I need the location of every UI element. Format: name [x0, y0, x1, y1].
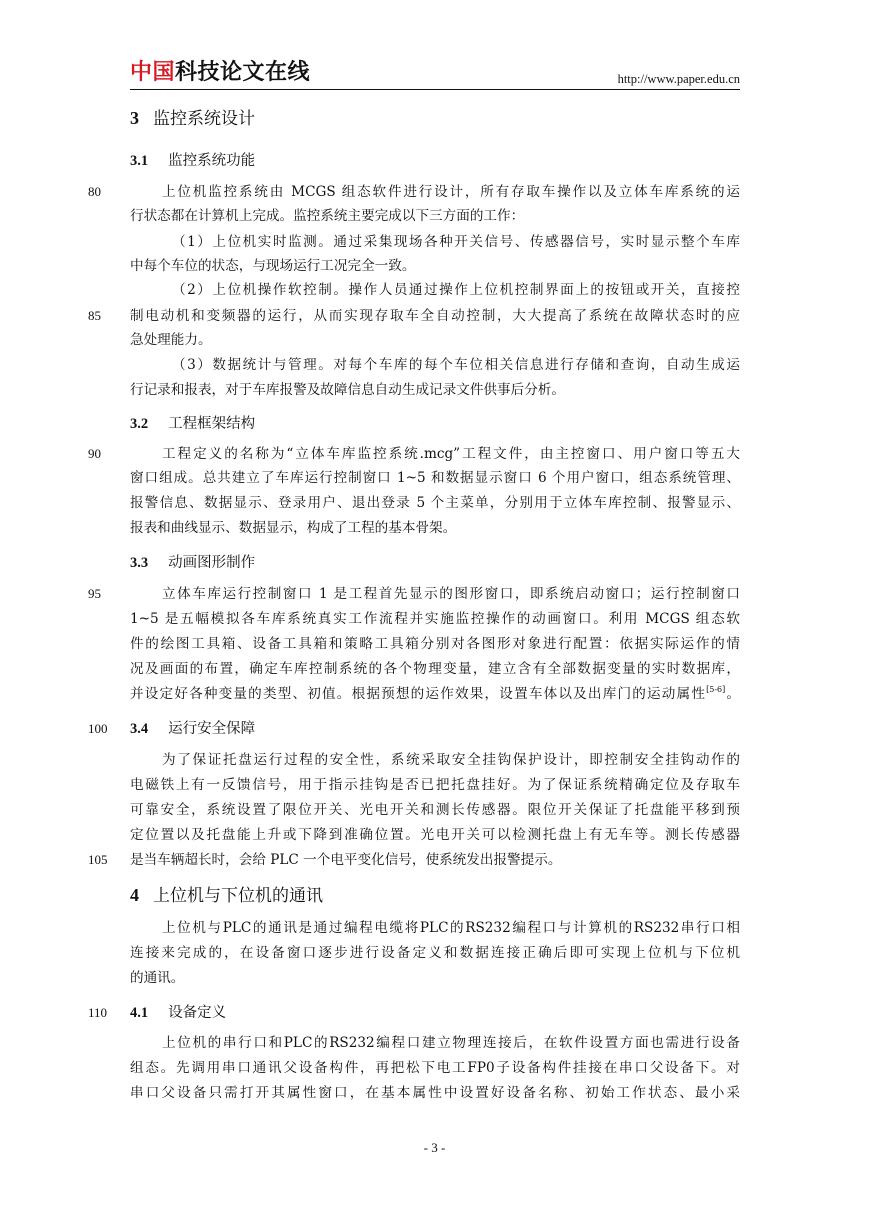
line-number: 100	[88, 721, 108, 736]
paragraph-line: 报警信息、数据显示、登录用户、退出登录 5 个主菜单，分别用于立体车库控制、报警显示、	[130, 495, 740, 511]
section-title: 上位机与下位机的通讯	[153, 886, 323, 906]
line-number: 90	[88, 446, 101, 461]
subsection-number: 3.3	[130, 555, 149, 571]
line-number: 85	[88, 308, 101, 323]
section-number: 4	[130, 885, 139, 905]
subsection-number: 3.2	[130, 416, 149, 432]
paragraph-line: 的通讯。	[130, 970, 185, 986]
paragraph-line: 工程定义的名称为“立体车库监控系统.mcg”工程文件，由主控窗口、用户窗口等五大	[162, 446, 740, 462]
logo-black-text: 科技论文在线	[175, 60, 311, 85]
paragraph-line: 件的绘图工具箱、设备工具箱和策略工具箱分别对各图形对象进行配置：依据实际运作的情	[130, 636, 740, 652]
citation: [5-6]	[706, 685, 726, 694]
line-number: 105	[88, 852, 108, 867]
section-title: 监控系统设计	[153, 109, 255, 129]
paragraph-line: 上位机监控系统由 MCGS 组态软件进行设计，所有存取车操作以及立体车库系统的运	[162, 184, 740, 200]
page-number: - 3 -	[423, 1140, 446, 1155]
subsection-number: 4.1	[130, 1005, 149, 1021]
journal-logo	[130, 58, 310, 88]
section-4-heading	[130, 883, 323, 908]
paragraph-line: 制电动机和变频器的运行，从而实现存取车全自动控制，大大提高了系统在故障状态时的应	[130, 308, 740, 324]
subsection-3-4-heading	[130, 718, 255, 740]
paragraph-line: 电磁铁上有一反馈信号，用于指示挂钩是否已把托盘挂好。为了保证系统精确定位及存取车	[130, 777, 740, 793]
paragraph-line: 串口父设备只需打开其属性窗口，在基本属性中设置好设备名称、初始工作状态、最小采	[130, 1085, 740, 1101]
line-number: 110	[88, 1005, 108, 1020]
paragraph-line: 立体车库运行控制窗口 1 是工程首先显示的图形窗口，即系统启动窗口；运行控制窗口	[162, 586, 740, 602]
paragraph-line: 定位置以及托盘能上升或下降到准确位置。光电开关可以检测托盘上有无车等。测长传感器	[130, 827, 740, 843]
paragraph-line: 报表和曲线显示、数据显示，构成了工程的基本骨架。	[130, 520, 457, 536]
subsection-title: 监控系统功能	[168, 153, 256, 169]
subsection-4-1-heading	[130, 1002, 226, 1024]
header-rule	[130, 89, 740, 90]
subsection-title: 运行安全保障	[168, 721, 256, 737]
paragraph-line: 况及画面的布置，确定车库控制系统的各个物理变量，建立含有全部数据变量的实时数据库，	[130, 661, 740, 677]
subsection-title: 动画图形制作	[168, 555, 256, 571]
paragraph-line: （1）上位机实时监测。通过采集现场各种开关信号、传感器信号，实时显示整个车库	[172, 234, 740, 250]
paragraph-line: 窗口组成。总共建立了车库运行控制窗口 1~5 和数据显示窗口 6 个用户窗口，组态系统管理、	[130, 470, 740, 486]
subsection-number: 3.1	[130, 153, 149, 169]
subsection-3-1-heading	[130, 150, 255, 172]
paragraph-line: （3）数据统计与管理。对每个车库的每个车位相关信息进行存储和查询，自动生成运	[172, 357, 740, 373]
section-number: 3	[130, 108, 139, 128]
line-number: 80	[88, 184, 101, 199]
subsection-number: 3.4	[130, 721, 149, 737]
paragraph-line: 行记录和报表，对于车库报警及故障信息自动生成记录文件供事后分析。	[130, 382, 565, 398]
paragraph-line: 可靠安全，系统设置了限位开关、光电开关和测长传感器。限位开关保证了托盘能平移到预	[130, 802, 740, 818]
paragraph-line: 行状态都在计算机上完成。监控系统主要完成以下三方面的工作：	[130, 208, 525, 224]
paragraph-line: 1~5 是五幅模拟各车库系统真实工作流程并实施监控操作的动画窗口。利用 MCGS 组态软	[130, 611, 740, 627]
page-header	[130, 58, 740, 90]
paragraph-line: 中每个车位的状态，与现场运行工况完全一致。	[130, 258, 416, 274]
paragraph-line: 连接来完成的，在设备窗口逐步进行设备定义和数据连接正确后即可实现上位机与下位机	[130, 945, 740, 961]
logo-red-text: 中国	[130, 60, 176, 85]
paragraph-text: 并设定好各种变量的类型、初值。根据预想的运作效果，设置车体以及出库门的运动属性	[130, 686, 707, 702]
paragraph-line: 为了保证托盘运行过程的安全性，系统采取安全挂钩保护设计，即控制安全挂钩动作的	[162, 752, 740, 768]
subsection-title: 工程框架结构	[168, 416, 256, 432]
line-number: 95	[88, 586, 101, 601]
section-3-heading	[130, 106, 255, 131]
paragraph-line: （2）上位机操作软控制。操作人员通过操作上位机控制界面上的按钮或开关，直接控	[172, 282, 740, 298]
paragraph-line: 是当车辆超长时，会给 PLC 一个电平变化信号，使系统发出报警提示。	[130, 852, 562, 868]
paragraph-line: 上位机的串行口和PLC的RS232编程口建立物理连接后，在软件设置方面也需进行设备	[162, 1035, 740, 1051]
subsection-3-2-heading	[130, 413, 255, 435]
header-url: http://www.paper.edu.cn	[617, 72, 740, 86]
subsection-3-3-heading	[130, 552, 255, 574]
subsection-title: 设备定义	[168, 1005, 227, 1021]
paragraph-line: 组态。先调用串口通讯父设备构件，再把松下电工FP0子设备构件挂接在串口父设备下。对	[130, 1060, 740, 1076]
paragraph-line: 急处理能力。	[130, 332, 212, 348]
paragraph-line: 上位机与PLC的通讯是通过编程电缆将PLC的RS232编程口与计算机的RS232串行口相	[162, 920, 740, 936]
paragraph-end: 。	[725, 686, 740, 702]
paragraph-line	[130, 684, 740, 704]
